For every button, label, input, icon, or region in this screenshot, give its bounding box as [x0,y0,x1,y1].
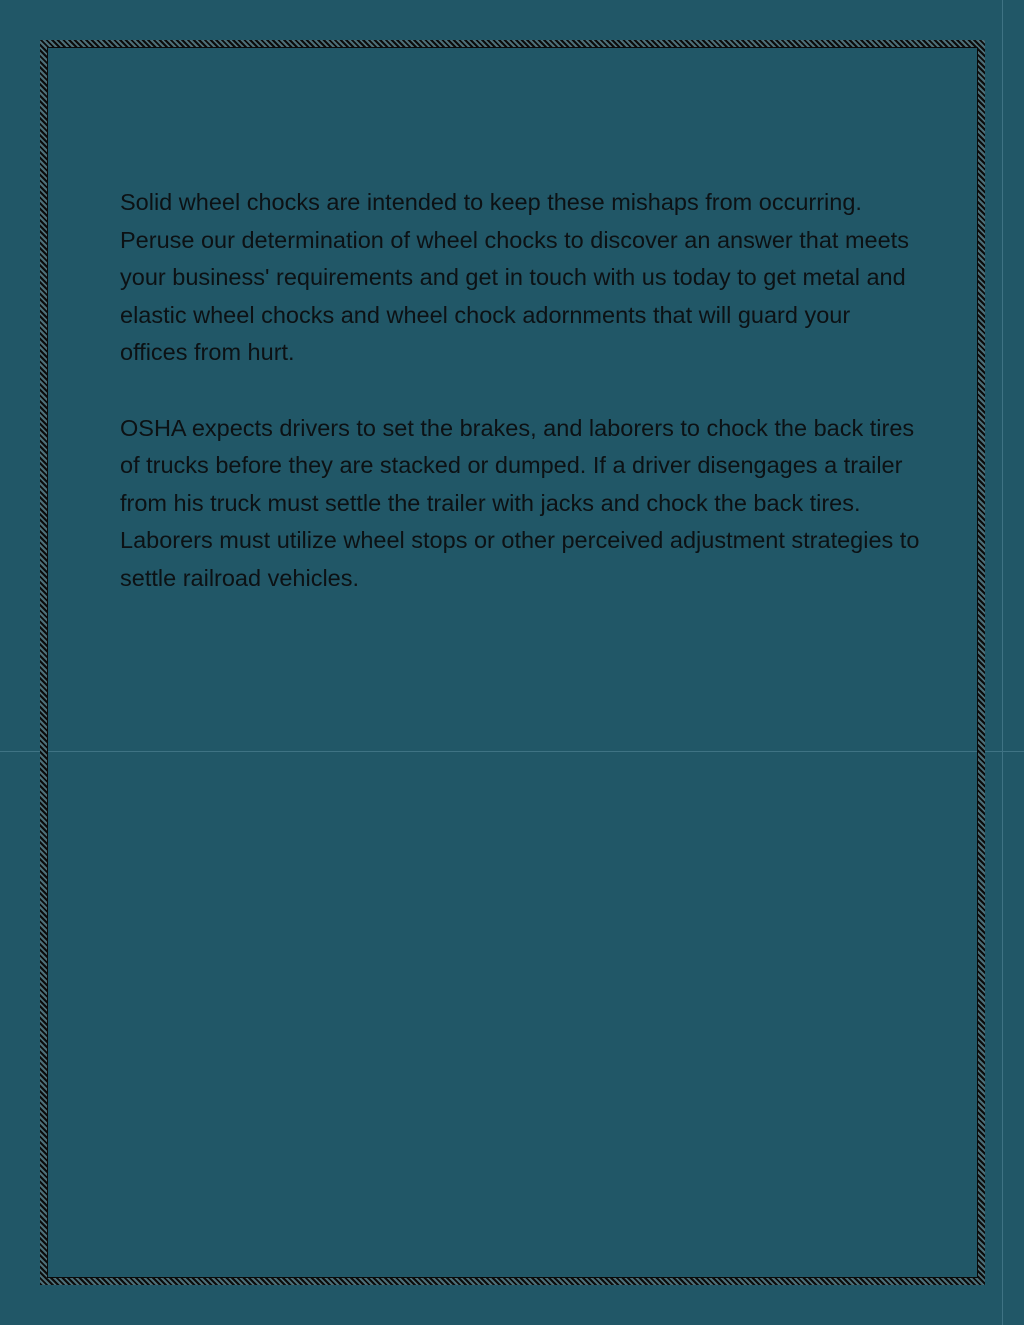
paragraph-osha: OSHA expects drivers to set the brakes, and laborers to chock the back tires of trucks before they are stacked or dumped. If a driver disengages a trailer from his truck must settle the trailer with jacks and chock the back tires. Laborers must utilize wheel stops or other perceived adjustment strategies to settle railroad vehicles. [120,414,920,591]
paragraph-wheel-chocks: Solid wheel chocks are intended to keep these mishaps from occurring. Peruse our determination of wheel chocks to discover an answer that meets your business' requirements and get in touch with us today to get metal and elastic wheel chocks and wheel chock adornments that will guard your offices from hurt. [120,189,909,366]
page-guide-vertical [1002,0,1003,1325]
document-body [120,184,920,635]
